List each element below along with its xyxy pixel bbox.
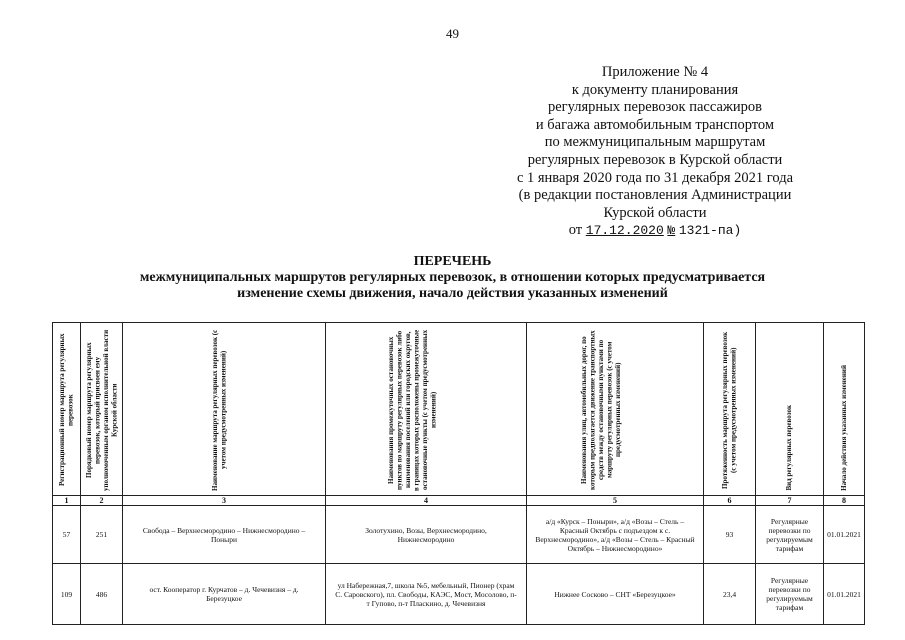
appendix-line: (в редакции постановления Администрации — [518, 187, 792, 204]
start-date-cell: 01.01.2021 — [824, 506, 865, 564]
table-header-row — [53, 323, 865, 496]
column-number: 1 — [53, 496, 81, 506]
from-label: от — [568, 222, 583, 239]
streets-cell: Нижнее Сосково – СНТ «Березуцкое» — [527, 564, 704, 625]
column-header: Протяженность маршрута регулярных перевозок (с учетом предусмотренных изменений) — [704, 323, 756, 496]
table-row — [53, 564, 865, 625]
page-number: 49 — [446, 26, 459, 41]
column-header: Наименования промежуточных остановочных пунктов по маршруту регулярных перевозок либо наименования поселений или городских округов, в границах которых расположены промежуточные остановочные пункты (с учетом предусмотренных изменений) — [326, 323, 527, 496]
order-number-cell: 251 — [81, 506, 123, 564]
transport-type-cell: Регулярные перевозки по регулируемым тарифам — [756, 564, 824, 625]
column-number: 4 — [326, 496, 527, 506]
column-number: 8 — [824, 496, 865, 506]
column-number: 2 — [81, 496, 123, 506]
route-name-cell: Свобода – Верхнесмородино – Нижнесмородино – Поныри — [123, 506, 326, 564]
appendix-line: к документу планирования — [571, 81, 739, 98]
length-cell: 93 — [704, 506, 756, 564]
start-date-cell: 01.01.2021 — [824, 564, 865, 625]
resolution-reference — [505, 222, 805, 240]
column-header: Порядковый номер маршрута регулярных перевозок, который присвоен ему уполномоченным органом исполнительной власти Курской области — [81, 323, 123, 496]
column-number: 3 — [123, 496, 326, 506]
appendix-line: по межмуниципальным маршрутам — [544, 134, 766, 151]
column-header: Наименование маршрута регулярных перевозок (с учетом предусмотренных изменений) — [123, 323, 326, 496]
appendix-line: регулярных перевозок в Курской области — [527, 151, 783, 168]
table-row — [53, 506, 865, 564]
appendix-line: и багажа автомобильным транспортом — [535, 116, 775, 133]
length-cell: 23,4 — [704, 564, 756, 625]
stops-cell: ул Набережная,7, школа №5, мебельный, Пионер (храм С. Саровского), пл. Свободы, КАЭС, Мост, Мосолово, п-т Гупово, п-т Пласкино, д. Чечевизня — [326, 564, 527, 625]
route-name-cell: ост. Кооператор г. Курчатов – д. Чечевизня – д. Березуцкое — [123, 564, 326, 625]
resolution-date: 17.12.2020 — [585, 223, 664, 239]
title-line: межмуниципальных маршрутов регулярных перевозок, в отношении которых предусматривается — [139, 270, 766, 285]
reg-number-cell: 57 — [53, 506, 81, 564]
appendix-line: Приложение № 4 — [601, 64, 709, 80]
column-header: Наименования улиц, автомобильных дорог, по которым предполагается движение транспортных средств между остановочными пунктами по маршруту регулярных перевозок (с учетом предусмотренных изменений) — [527, 323, 704, 496]
stops-cell: Золотухино, Возы, Верхнесмородино, Нижнесмородино — [326, 506, 527, 564]
appendix-header — [505, 64, 805, 240]
transport-type-cell: Регулярные перевозки по регулируемым тарифам — [756, 506, 824, 564]
column-header: Начало действия указанных изменений — [824, 323, 865, 496]
column-header: Вид регулярных перевозок — [756, 323, 824, 496]
column-number: 6 — [704, 496, 756, 506]
column-number: 7 — [756, 496, 824, 506]
streets-cell: а/д «Курск – Поныри», а/д «Возы – Стель – Красный Октябрь с подъездом к с. Верхнесмородино», а/д «Возы – Стель – Красный Октябрь – Нижнесмородино» — [527, 506, 704, 564]
order-number-cell: 486 — [81, 564, 123, 625]
document-title — [0, 254, 905, 302]
number-sign: № — [667, 223, 676, 239]
title-heading: ПЕРЕЧЕНЬ — [413, 254, 492, 269]
appendix-line: регулярных перевозок пассажиров — [547, 99, 763, 116]
appendix-line: Курской области — [603, 204, 707, 221]
column-number-row — [53, 496, 865, 506]
appendix-line: с 1 января 2020 года по 31 декабря 2021 года — [516, 169, 794, 186]
column-header: Регистрационный номер маршрута регулярных перевозок — [53, 323, 81, 496]
reg-number-cell: 109 — [53, 564, 81, 625]
column-number: 5 — [527, 496, 704, 506]
title-line: изменение схемы движения, начало действия указанных изменений — [237, 286, 668, 301]
routes-table — [52, 322, 865, 625]
resolution-number: 1321-па) — [678, 223, 742, 239]
